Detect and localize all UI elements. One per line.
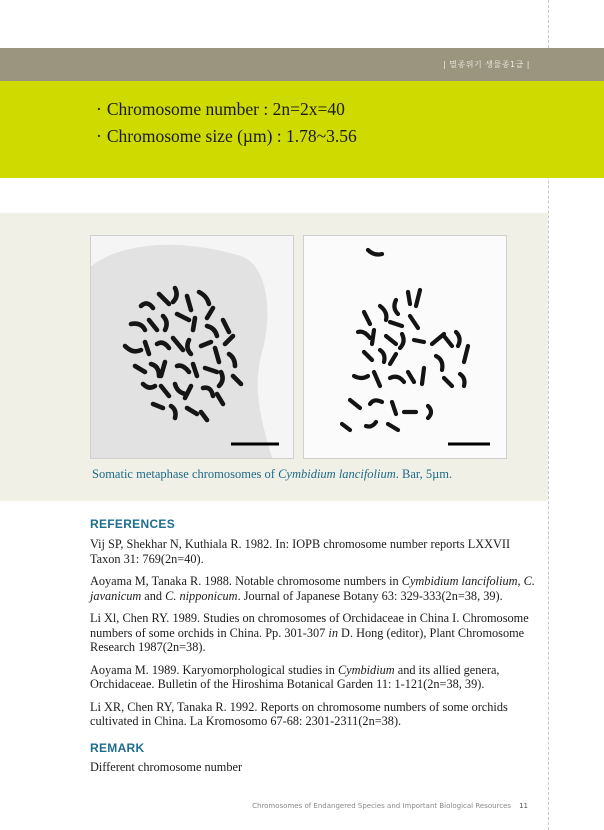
- reference-item: [90, 537, 540, 566]
- chromosome-size-fact: [96, 123, 357, 150]
- reference-item: [90, 663, 540, 692]
- reference-text: Vij SP, Shekhar N, Kuthiala R. 1982. In: IOPB chromosome number reports LXXVII Taxon 31: 769(2n=40).: [90, 537, 511, 566]
- reference-text: and its allied genera, Orchidaceae. Bulletin of the Hiroshima Botanical Garden 11: 1-121(2n=38, 39).: [90, 662, 500, 691]
- remark-text: Different chromosome number: [90, 760, 243, 774]
- reference-text: Aoyama M. 1989. Karyomorphological studies in: [90, 662, 338, 677]
- reference-item: [90, 574, 540, 603]
- reference-text: Aoyama M, Tanaka R. 1988. Notable chromosome numbers in: [90, 574, 402, 588]
- figure-panel: [0, 213, 548, 501]
- caption-prefix: Somatic metaphase chromosomes of: [92, 467, 279, 481]
- reference-text: Li XR, Chen RY, Tanaka R. 1992. Reports on chromosome numbers of some orchids cultivated in China. La Kromosomo 67-68: 2301-2311(2n=38).: [90, 699, 508, 728]
- reference-text: Li Xl, Chen RY. 1989. Studies on chromosomes of Orchidaceae in China I. Chromosome numbers of some orchids in China. Pp. 301-307: [90, 611, 529, 640]
- figure-caption: [92, 467, 452, 482]
- references-heading: REFERENCES: [90, 517, 176, 531]
- page-footer: [252, 802, 528, 810]
- reference-italic: in: [328, 625, 338, 640]
- remark-heading: REMARK: [90, 741, 145, 755]
- reference-text: D. Hong (editor), Plant Chromosome Research 1987(2n=38).: [90, 625, 525, 654]
- reference-species: Cymbidium lancifolium, C. javanicum: [90, 574, 535, 603]
- footer-title: Chromosomes of Endangered Species and Important Biological Resources: [252, 802, 512, 810]
- micrograph-left-image: [91, 236, 293, 458]
- references-list: [90, 537, 540, 737]
- micrograph-right-image: [304, 236, 506, 458]
- reference-text: . Journal of Japanese Botany 63: 329-333(2n=38, 39).: [237, 588, 503, 603]
- caption-species: Cymbidium lancifolium: [278, 467, 396, 481]
- micrograph-left: [90, 235, 294, 459]
- chromosome-facts: [96, 96, 357, 150]
- chromosome-number-text: Chromosome number : 2n=2x=40: [106, 99, 345, 119]
- micrograph-right: [303, 235, 507, 459]
- header-band-label: | 멸종위기 생물종1급 |: [443, 60, 530, 69]
- reference-text: and: [141, 588, 166, 603]
- chromosome-number-fact: [96, 96, 357, 123]
- bullet-mark: ·: [96, 99, 102, 119]
- page-number: 11: [519, 802, 528, 810]
- header-band: [0, 48, 604, 81]
- bullet-mark: ·: [96, 126, 102, 146]
- caption-suffix: . Bar, 5µm.: [395, 467, 453, 481]
- chromosome-size-text: Chromosome size (µm) : 1.78~3.56: [106, 126, 357, 146]
- reference-species: Cymbidium: [337, 662, 395, 677]
- reference-item: [90, 611, 540, 655]
- reference-item: [90, 700, 540, 729]
- reference-species: C. nipponicum: [165, 588, 238, 603]
